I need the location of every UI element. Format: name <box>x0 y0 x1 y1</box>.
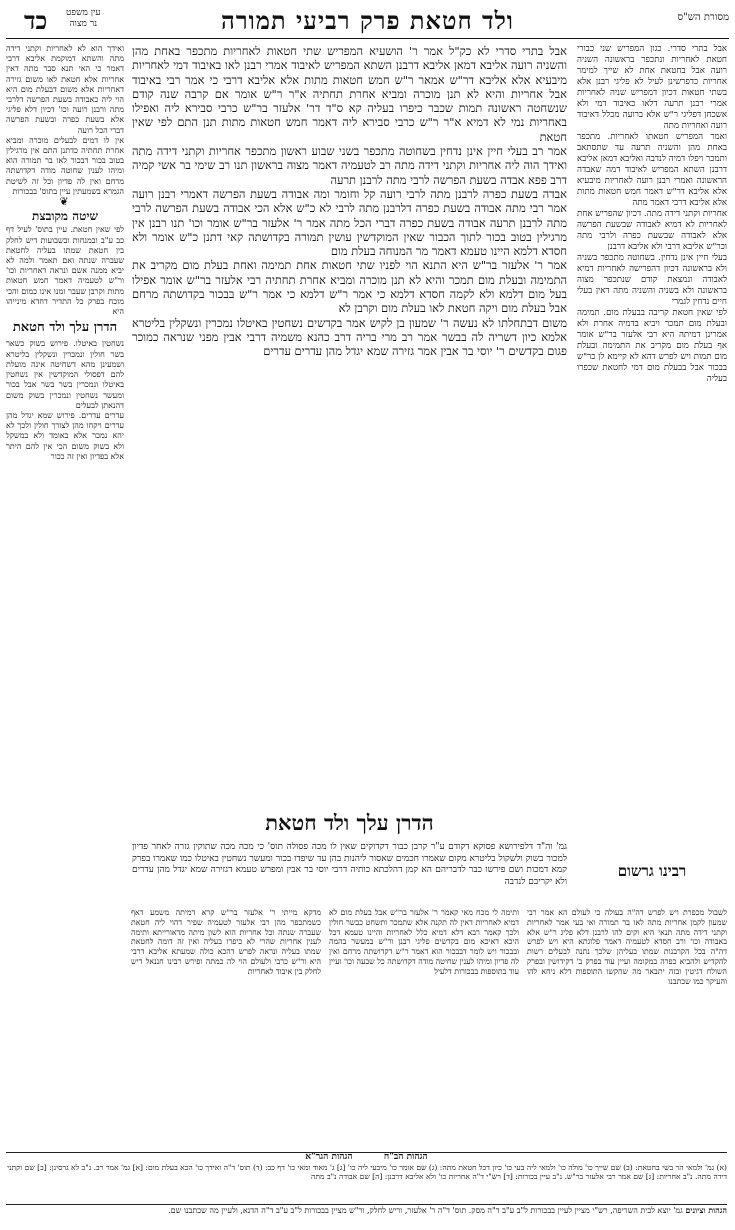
header-rule <box>6 38 729 39</box>
tosafot-paragraph: אין לו דמים לבעלים מוכרה ומביא אחרת תחתיה כדתנן התם אין מרגילין בטוב בכור דבכור לאו בר תמורה הוא ומיהו לענין שחוטה מודה דקדושתה מרחם ואין לה פדיון וכל זה לשיטת הגמרא בשמעתין עיין בתוס' בבכורות <box>6 135 124 196</box>
footer-notes <box>6 1204 727 1229</box>
chapter-conclusion-small: הדרן עלך ולד חטאת <box>12 320 118 336</box>
tosafot-paragraph: לפי שאין חטאת. עיין בתוס' לעיל דף כב ע"ב ובמנחות ובשבועות דיש לחלק בין חטאת שמתו בעליה לחטאת שעברה שנתה ואם תאמר ולמה לא יביא ממנה אשם ונראה דאחריות וכו' ור"ש לטעמיה דאמר חמש חטאות מתות וקרבן שעבר זמנו אינו כמום והכי מוכח בפרק כל התדיר דחדא מינייהו היא <box>6 225 124 317</box>
gemara-column <box>132 44 567 804</box>
bottom-commentaries <box>130 908 727 1148</box>
shita-mekubetzet-heading: שיטה מקובצת <box>32 209 98 224</box>
rashi-paragraph: אבל בתרי סדרי. כגון המפריש שני כבורי חטאת לאחריות ונתכפר בראשונה השניה רועה אבל בחטאת אחת לא שייך למימר אחריות כדפרשינן לעיל לא פליגי רבנן אלא בשתי חטאות דכיון דמפריש שניה לאחריות אמרי רבנן תרעה דלאו כאיבוד דמי ולא אשכחן דפליגי ר"ש אלא ברועה מכלל דאיבוד רועה ואחריות מתה <box>577 44 727 131</box>
gemara-paragraph: אמר רב בעלי חיין אינן נדחין בשחוטה מתכפר בשני שבוע ראשון מתכפר אחריות וקתני דידה מתה ואידך הוה ליה אחריות וקתני דידה מתה רב לטעמיה דאמר מצוה בראשון תנו רב שימי בר אשי קמיה דרב פפא אבדה בשעת הפרשה לרבי מתה לרבנן תרעה <box>132 144 567 187</box>
tosafot-paragraph: ואידך הוא לא לאחריות וקתני דידה מתה והשתא דמוקמת אליבא דרבי דאמר כי האי תנא סבר מתה דאין אחריות אלא חטאת לאו משום גזירה דאחריות אלא משום דבעלת מום היא הוי ליה כאבודה בשעת הפרשה דלרבי מתה ורבנן רועה וכו' דכיון דלא פליגי אלא בשעת כפרה ובשעת הפרשה דברי הכל רועה <box>6 44 124 135</box>
hagahot-bach-heading: הגהות הב"ח <box>383 1152 428 1162</box>
masoret-hashas-label: מסורת הש"ס <box>677 12 729 23</box>
glosses-text: (א) גמ' ולמאי הר בשי בחטאת: (ב) שם שייך כו' מולה כו' ולמאי ליה בעי כו' כיון דכל חטאת מתה: (ג) שם אומר כו' מיבעי ליה כו' [ג] ג' מאוד ומאי כו' דף כב: (ד) תוס' ד"ה ואידך כו' הכא בעלת מום: [א] גמ' אמר רב. נ"ב לא גרסינן: [ב] שם וקתני דידה מתה. נ"ב אחריות: [ג] שם אמר רבי אלעזר בר"ש. נ"ב עיין בכורות: [ד] רש"י ד"ה אחריות כו' ולא אליבא דרבנן: [ה] שם אבודה נ"ב מתה <box>7 1162 727 1182</box>
chapter-conclusion: הדרן עלך ולד חטאת <box>265 810 434 835</box>
rashi-paragraph: ואמר המפריש חטאתו לאחריות. מתכפר באחת מהן והשניה תרעה עד שתסתאב ותמכר ויפלו דמיה לנדבה ואליבא דמאן אליבא דרבנן השתא המפריש לאיבוד דמה שאבדה הראשונה ואמרי רבנן רועה לאחריות מיבעיא אלא אליבא דר"ש דאמר חמש חטאות מתות אלא אליבא דרבי דאמר מתה <box>577 132 727 208</box>
rashi-column <box>577 44 727 904</box>
running-title: ולד חטאת פרק רביעי תמורה <box>221 6 514 35</box>
footer-text: גמ' יוצא לבית השריפה, רש"י מציין לעיין בבכורות ל"ב ע"ב ד"ה מסק. תוס' ד"ה ר' אלעזר, וריש לחלק, ור"ש מציין בבכורות ל"ב ע"ב ד"ה הדנא, ולעיין מה שכתבנו שם. <box>168 1206 683 1215</box>
bottom-commentary-middle: ותימה לי מכח מאי קאמר ר' אלעזר בר"ש אבל בעלת מום לא דמיא לאחריות דאין לה תקנה אלא שתמכר ותשחט כבשר חולין ולכך קאמר רבא דלא דמיא כלל לאחריות והיינו טעמא דכל היכא דאיכא מום בקדשים פליגי רבנן ור"ש במעשר בהמה ובבכור ויש לומר דבבכור הוא דאמר ר"ש דקדושתה מרחם ואין לה פדיון ומיהו לענין שחיטה מודה דקדושתה כל שבעה וכו' ועיין עוד בתוספות בבכורות דלעיל <box>329 908 519 976</box>
bottom-commentary-right: לשבול מכפרת ויש לפרש דה"ה בעולה כי לעולם הא אמר רבי שמעון לקמן אחריות מתה לאו בר תמורה ואי בעי אמר לאחריות וקתני דידה מתה תנאי היא וקים להו לרבנן דלא פליג ר"ש אלא באבודה וכו' ורב חסדא לטעמיה דאמר פלוגתא היא ויש לפרש דה"ה בכל הקרבנות שמתו בעליהן שלכך נתנה לבעלים רשות להקדיש ולהביא כפרה במקומה ועיין עוד בפרק ב' דקידושין ובפרק השולח דגיטין ובזה יתבאר מה שהקשו התוספות דלא ניחא להו והעיקר כמו שכתבנו <box>527 908 727 986</box>
page-number: כד <box>24 6 48 35</box>
gemara-paragraph: אבדה בשעת כפרה לרבנן מתה לרבי רועה קל וחומר ומה אבודה בשעת הפרשה דאמרי רבנן רועה אמר רבי מתה אבודה בשעת כפרה דלרבנן מתה לרבי לא כ"ש אלא הכי אבודה בשעת הפרשה לרבי מתה לרבנן תרעה אבודה בשעת כפרה דברי הכל מתה אמר ר' אלעזר בר"ש אומר וכו' תנו רבנן אין מרגילין בטוב בכור לתוך הכבור שאין המוקדשין עושין תמורה בקדושתה קאי דתנן כ"ש אומר ולא חסדא דלמא היינו טעמא דאמר מר המנוחה בעלת מום <box>132 186 567 259</box>
hagahot-gra-heading: הגהות הגר"א <box>305 1152 353 1162</box>
page-header <box>6 6 729 36</box>
rashi-paragraph: בעלי חיין אינן נדחין. בשחוטה מתכפר בשניה ולא בראשונה דכיון דהפרישה לאחריות דמיא לאבודה ונמצאת קודם שנתכפר מצוה בראשונה ולא בשניה והשניה מתה דאין בעלי חיים נדחין לגמרי <box>577 253 727 307</box>
rashi-paragraph: אחריות וקתני דידה מתה. דכיון שהפריש אחת לאחריות לא דמיא לאבודה שבשעת הפרשה אלא לאבודה שבשעת כפרה ולרבי מתה וכר"ש אליבא דרבי ולא אליבא דרבנן <box>577 209 727 252</box>
gemara-paragraph: משום דבתחלתו לא נעשה ר' שמעון בן לקיש אמר בקדשים נשחטין באיטלו נמכרין ונשקלין בליטרא אלמא כיון דשריה לה בבשר אמר רב מרי בריה דרב כהנא משמיה דרבי אבין מפני שנראה כמוכר פגום בקדשים ר' יוסי בר אבין אמר גזירה שמא יגדל מהן עדרים עדרים <box>132 315 567 359</box>
ein-mishpat-label: עין משפט נר מצוה <box>66 8 101 29</box>
glosses-headings <box>6 1153 727 1163</box>
tosafot-paragraph: נשחטין באיטלו. פירוש בשוק כשאר בשר חולין ונמכרין ונשקלין בליטרא ושמעינן מהא דשחיטה אינה מועלת להם דפסולי המוקדשין אין נשחטין באיטלו ונמכרין בשר בשר אבל בכור ומעשר נשחטין ונמכרין בשוק משום דהנאתן לבעלים <box>6 339 124 410</box>
bottom-commentary-left: מדקא מייתי ר' אלעזר בר"ש קרא דמיתה משמע דאף כשמתכפר מהן רבי אלעזר לטעמיה שפיר דהוי ליה חטאת שעברה שנתה וכל אחריות הוא לשון מיתה מדאורייתא ותימה לענין אחריות שהרי לא כיפרו בעליה ואין זה דומה לחטאת שמתו בעליה ונראה לפרש דהכא כולה שמעתא אליבא דרבי היא ור"ש כרבי ולעולם הוי לה כמתה ופירש רבינו חננאל דיש לחלק בין איבוד לאחריות <box>131 908 321 976</box>
footer-label: הגהות וציונים <box>685 1205 727 1215</box>
gemara-paragraph: אבל בתרי סדרי לא כק"ל אמר ר' הושעיא המפריש שתי חטאות לאחריות מתכפר באחת מהן והשניה רועה אליבא דמאן אליבא דרבנן השתא המפריש לאיבוד אמרי רבנן לאו באיבוד דמי לאחריות מיבעיא אלא אליבא דר"ש אמאר ר"ש חמש חטאות מתות אלא אליבא דרבי כי אמר רבי באיבוד אבל אחריות והיא לא תנן מוכרה ומביא אחרת תחתיה א"ר ר"ש אומר אם קרבה שנה קודם שנשחטה ראשונה תמות שכבר כיפרו בעליה קא ס"ד דר' אלעזר בר"ש כרבי סבירא ליה ואפילו באחריות נמי לא דמיא א"ר ר"ש כרבי סבירא ליה דאמר חמש חטאות מתות תנן התם לפי שאין חטאת <box>132 44 567 144</box>
glosses-section <box>6 1152 727 1203</box>
gemara-lower-commentary: גמ' וה"ד דלפירושא פסוקא דקודם ע"ר קרבן כבור דקדוקים שאין לו מכה פסולה תוס' כי מכה מכה שתוקין גזרה לאחר פדיון למכור בשוק ולשקול בליטרא מקום שאמרו חכמים שאסור ליהנות בהן עד שיפדו בכור ומעשר נשחטין באיטלו כמו שאמרו בפרק קמא דמכות ושם פירשו כבר לדבריהם הא קמן דהלכתא כותיה דרבי יוסי בר אבין ומפרש טעמא דגזירה שמא יגדל מהן עדרים ולא יקריבם לנדבה <box>132 842 567 887</box>
rabbeinu-gershom-heading: רבינו גרשום <box>617 862 687 880</box>
tosafot-column <box>6 44 124 1104</box>
ornament-divider: ❦ <box>59 195 71 209</box>
tosafot-paragraph: עדרים עדרים. פירוש שמא יגדל מהן עדרים ויקחו מהן לצורך חולין ולכך לא יהא נמכר אלא באומד ולא במשקל ולא בשוק משום הכי אין להם היתר אלא בפדיון ואין זה ככור <box>6 410 124 461</box>
rashi-paragraph: לפי שאין חטאת קריבה בבעלת מום. תמימה ובעלת מום תמכר ויביא בדמיה אחרת ולא אמרינן דמיתה היא רבי אלעזר בר"ש אומר אף בעלת מום מקריב את התמימה ובעלת מום תמות ויש לפרש דהא לא קיימא לן כר"ש בבכור אבל בבעלת מום דמי לחטאת שכפרו בעליה <box>577 308 727 384</box>
gemara-paragraph: אמר ר' אלעזר בר"ש היא התנא הוי לפניו שתי חטאות אחת תמימה ואחת בעלת מום מקריב את התמימה ובעלת מום תמכר והיא לא תנן מוכרה ומביא אחרת תחתיה רבי אלעזר בר"ש אומר אפילו בעל מום דלמא ולא לקמה חסדא דלמא כי אמר ר"ש דלמא כי אמר ר"ש בבכור בקדושתה מרחם אבל בעלת מום ויקה חטאת לאו בעלת מום וקרבן לא <box>132 258 567 316</box>
